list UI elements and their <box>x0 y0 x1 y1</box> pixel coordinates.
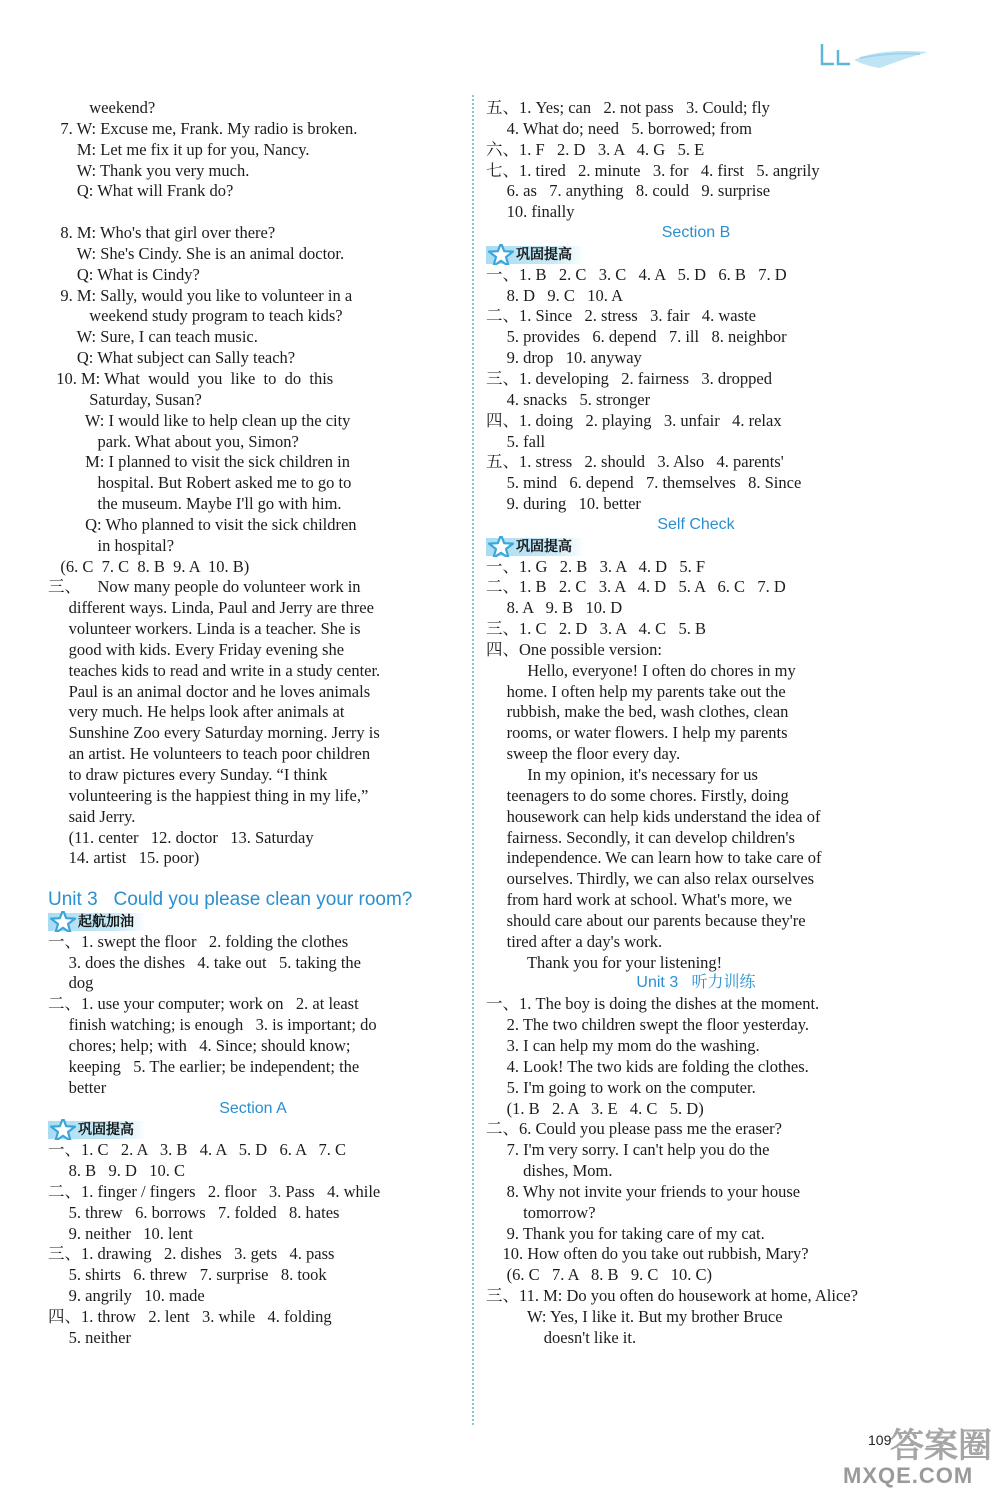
text-line: Q: What is Cindy? <box>48 264 200 284</box>
text-line: 5. fall <box>486 431 546 451</box>
text-line: 8. Why not invite your friends to your house <box>486 1181 801 1201</box>
text-line: hospital. But Robert asked me to go to <box>48 473 352 493</box>
text-line: 三、1. C 2. D 3. A 4. C 5. B <box>486 619 707 639</box>
text-line: M: I planned to visit the sick children in <box>48 452 350 472</box>
text-line: (6. C 7. A 8. B 9. C 10. C) <box>486 1265 712 1285</box>
section-tag-label <box>48 913 146 931</box>
text-line: dog <box>48 973 94 993</box>
text-line: W: I would like to help clean up the city <box>48 410 351 430</box>
text-line: 10. How often do you take out rubbish, Mary? <box>486 1244 809 1264</box>
text-line: 3. I can help my mom do the washing. <box>486 1035 760 1055</box>
text-line: Q: What will Frank do? <box>48 181 234 201</box>
text-line: 三、1. drawing 2. dishes 3. gets 4. pass <box>48 1244 335 1264</box>
star-icon <box>488 244 514 265</box>
text-line: rooms, or water flowers. I help my parents <box>486 723 788 743</box>
text-line: very much. He helps look after animals at <box>48 702 345 722</box>
text-line: doesn't like it. <box>486 1327 637 1347</box>
text-line: 5. threw 6. borrows 7. folded 8. hates <box>48 1202 340 1222</box>
star-icon <box>50 911 76 932</box>
text-line: (6. C 7. C 8. B 9. A 10. B) <box>48 556 250 576</box>
text-line: 4. snacks 5. stronger <box>486 389 651 409</box>
section-tag <box>486 244 906 265</box>
text-line: (11. center 12. doctor 13. Saturday <box>48 827 314 847</box>
text-line: to draw pictures every Sunday. “I think <box>48 765 328 784</box>
text-line: 一、1. G 2. B 3. A 4. D 5. F <box>486 556 706 576</box>
text-line: (1. B 2. A 3. E 4. C 5. D) <box>486 1098 704 1118</box>
text-line: chores; help; with 4. Since; should know; <box>48 1035 351 1055</box>
text-line: 10. M: What would you like to do this <box>48 368 334 388</box>
text-line: 14. artist 15. poor) <box>48 848 200 868</box>
text-line: M: Let me fix it up for you, Nancy. <box>48 139 310 159</box>
text-line: 二、1. B 2. C 3. A 4. D 5. A 6. C 7. D <box>486 577 786 597</box>
text-line: 8. A 9. B 10. D <box>486 598 623 618</box>
text-line: 三、11. M: Do you often do housework at home, Alice? <box>486 1286 858 1306</box>
text-line: tomorrow? <box>486 1202 596 1222</box>
text-line: independence. We can learn how to take care of <box>486 848 822 868</box>
text-line: rubbish, make the bed, wash clothes, clean <box>486 702 789 722</box>
text-line: 二、6. Could you please pass me the eraser? <box>486 1119 783 1139</box>
text-line: 7. W: Excuse me, Frank. My radio is broken. <box>48 118 358 138</box>
text-line: good with kids. Every Friday evening she <box>48 639 345 659</box>
text-line: home. I often help my parents take out the <box>486 681 786 701</box>
text-line: 9. Thank you for taking care of my cat. <box>486 1223 765 1243</box>
text-line: 五、1. stress 2. should 3. Also 4. parents' <box>486 452 784 472</box>
text-line: 五、1. Yes; can 2. not pass 3. Could; fly <box>486 98 770 117</box>
star-icon <box>50 1119 76 1140</box>
text-line: 9. drop 10. anyway <box>486 348 642 368</box>
text-line: Q: What subject can Sally teach? <box>48 348 296 368</box>
text-line: different ways. Linda, Paul and Jerry are three <box>48 598 374 618</box>
section-tag-label <box>486 246 584 264</box>
text-line: 6. as 7. anything 8. could 9. surprise <box>486 181 771 201</box>
column-divider <box>472 95 474 1425</box>
text-line: Thank you for your listening! <box>486 952 723 972</box>
text-line: 10. finally <box>486 202 575 222</box>
text-line: 三、1. developing 2. fairness 3. dropped <box>486 368 772 388</box>
text-line: In my opinion, it's necessary for us <box>486 765 758 784</box>
section-tag-text: 起航加油 <box>78 913 134 930</box>
text-line: 5. provides 6. depend 7. ill 8. neighbor <box>486 327 787 347</box>
text-line: keeping 5. The earlier; be independent; the <box>48 1056 360 1076</box>
text-line: 四、1. doing 2. playing 3. unfair 4. relax <box>486 410 782 430</box>
text-line: 三、 Now many people do volunteer work in <box>48 577 361 597</box>
text-line: should care about our parents because they're <box>486 910 806 930</box>
text-line: Hello, everyone! I often do chores in my <box>486 660 796 680</box>
text-line: said Jerry. <box>48 806 136 826</box>
text-line: 5. mind 6. depend 7. themselves 8. Since <box>486 473 802 493</box>
text-line: 二、1. use your computer; work on 2. at least <box>48 994 359 1014</box>
text-line: volunteer workers. Linda is a teacher. She is <box>48 619 361 639</box>
text-line: 9. angrily 10. made <box>48 1286 205 1306</box>
section-tag-text: 巩固提高 <box>78 1122 134 1139</box>
text-line: W: Sure, I can teach music. <box>48 327 258 347</box>
text-line: 4. Look! The two kids are folding the clothes. <box>486 1056 809 1076</box>
text-line: weekend? <box>48 98 156 117</box>
text-line: Saturday, Susan? <box>48 389 202 409</box>
text-line: Q: Who planned to visit the sick children <box>48 514 357 534</box>
text-line: volunteering is the happiest thing in my life,” <box>48 785 369 805</box>
text-line: an artist. He volunteers to teach poor children <box>48 744 371 764</box>
section-tag <box>48 911 458 932</box>
text-line: 一、1. swept the floor 2. folding the clothes <box>48 931 349 951</box>
section-tag-text: 巩固提高 <box>516 246 572 263</box>
section-tag <box>48 1119 458 1140</box>
text-line: in hospital? <box>48 535 175 555</box>
section-tag-label <box>48 1121 146 1139</box>
unit-heading: Unit 3 Could you please clean your room? <box>48 890 413 911</box>
text-line: park. What about you, Simon? <box>48 431 299 451</box>
section-heading: Section B <box>661 224 731 242</box>
watermark-logo: 答案圈 <box>890 1426 992 1466</box>
section-heading: Self Check <box>657 515 735 533</box>
text-line: 二、1. Since 2. stress 3. fair 4. waste <box>486 306 756 326</box>
header-decoration <box>820 38 930 76</box>
text-line: finish watching; is enough 3. is important; do <box>48 1015 377 1035</box>
star-icon <box>488 536 514 557</box>
text-line: W: She's Cindy. She is an animal doctor. <box>48 243 345 263</box>
text-line: teenagers to do some chores. Firstly, doing <box>486 785 789 805</box>
text-line: sweep the floor every day. <box>486 744 681 764</box>
text-line: 七、1. tired 2. minute 3. for 4. first 5. angrily <box>486 160 820 180</box>
section-tag <box>486 536 906 557</box>
text-line: 二、1. finger / fingers 2. floor 3. Pass 4. while <box>48 1181 381 1201</box>
text-line: from hard work at school. What's more, we <box>486 890 793 910</box>
blank-line <box>48 869 458 890</box>
text-line: dishes, Mom. <box>486 1161 613 1181</box>
blank-line <box>48 202 458 223</box>
text-line: Sunshine Zoo every Saturday morning. Jerry is <box>48 723 380 743</box>
text-line: 5. shirts 6. threw 7. surprise 8. took <box>48 1265 327 1285</box>
text-line: the museum. Maybe I'll go with him. <box>48 494 342 514</box>
right-column <box>486 98 906 1349</box>
text-line: 8. D 9. C 10. A <box>486 285 624 305</box>
text-line: W: Yes, I like it. But my brother Bruce <box>486 1306 783 1326</box>
text-line: 一、1. B 2. C 3. C 4. A 5. D 6. B 7. D <box>486 264 787 284</box>
text-line: Paul is an animal doctor and he loves animals <box>48 681 371 701</box>
text-line: better <box>48 1077 107 1097</box>
section-heading: Unit 3 听力训练 <box>636 974 756 992</box>
text-line: ourselves. Thirdly, we can also relax ourselves <box>486 869 815 889</box>
page-number: 109 <box>868 1432 892 1448</box>
left-column <box>48 98 458 1349</box>
text-line: 9. neither 10. lent <box>48 1223 193 1243</box>
text-line: tired after a day's work. <box>486 931 663 951</box>
text-line: 3. does the dishes 4. take out 5. taking the <box>48 952 361 972</box>
watermark-text: MXQE.COM <box>843 1463 974 1488</box>
text-line: teaches kids to read and write in a study center. <box>48 660 381 680</box>
text-line: 六、1. F 2. D 3. A 4. G 5. E <box>486 139 705 159</box>
section-heading: Section A <box>219 1099 287 1117</box>
text-line: fairness. Secondly, it can develop children's <box>486 827 795 847</box>
text-line: 四、1. throw 2. lent 3. while 4. folding <box>48 1306 332 1326</box>
text-line: 5. I'm going to work on the computer. <box>486 1077 756 1097</box>
text-line: 5. neither <box>48 1327 131 1347</box>
text-line: 7. I'm very sorry. I can't help you do the <box>486 1140 770 1160</box>
text-line: 四、One possible version: <box>486 639 662 659</box>
text-line: 一、1. The boy is doing the dishes at the moment. <box>486 994 820 1014</box>
text-line: 9. M: Sally, would you like to volunteer in a <box>48 285 353 305</box>
text-line: weekend study program to teach kids? <box>48 306 343 326</box>
text-line: 2. The two children swept the floor yesterday. <box>486 1015 810 1035</box>
text-line: W: Thank you very much. <box>48 160 250 180</box>
text-line: 4. What do; need 5. borrowed; from <box>486 118 752 138</box>
text-line: 8. B 9. D 10. C <box>48 1161 186 1181</box>
text-line: 8. M: Who's that girl over there? <box>48 223 276 243</box>
text-line: 一、1. C 2. A 3. B 4. A 5. D 6. A 7. C <box>48 1140 346 1160</box>
text-line: housework can help kids understand the idea of <box>486 806 821 826</box>
text-line: 9. during 10. better <box>486 494 641 514</box>
section-tag-label <box>486 538 584 556</box>
section-tag-text: 巩固提高 <box>516 538 572 555</box>
